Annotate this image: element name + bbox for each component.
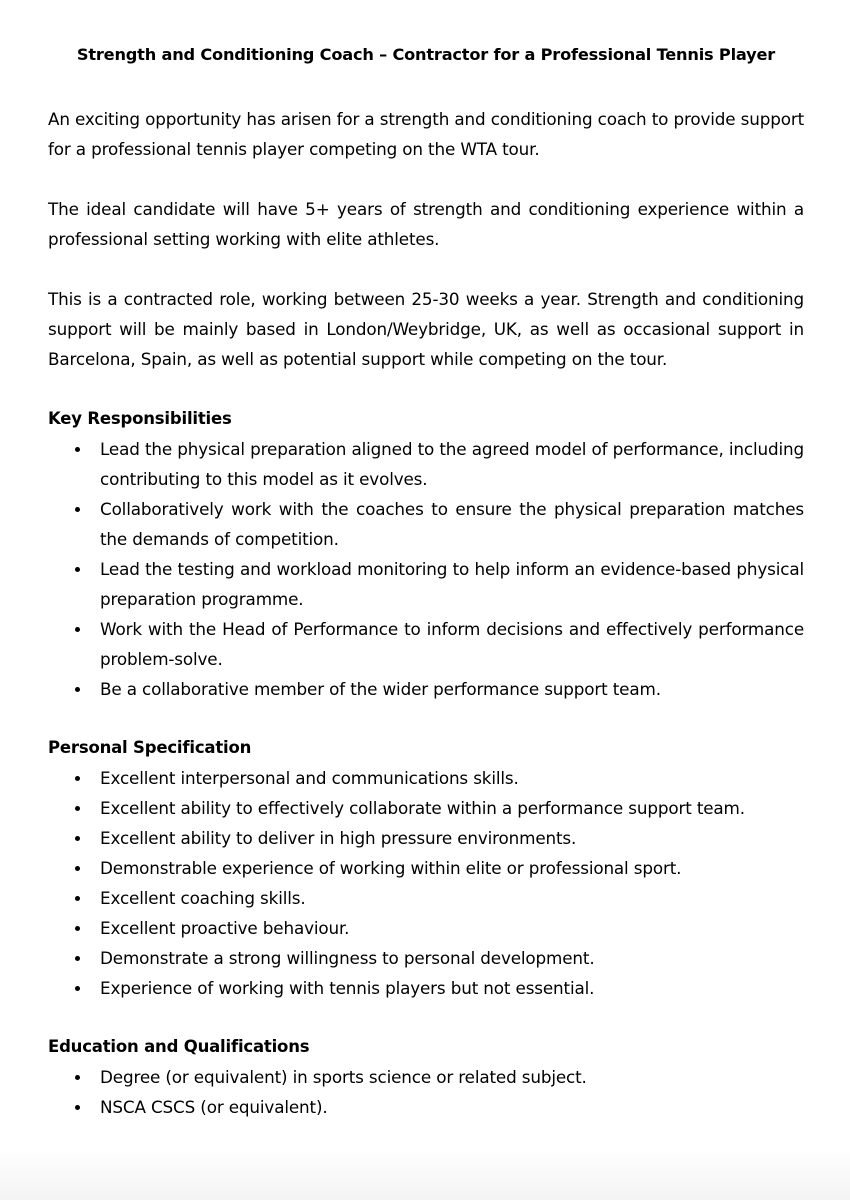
list-item: Lead the physical preparation aligned to the agreed model of performance, including contributing to this model as it evolves.	[48, 434, 804, 494]
list-item: Excellent proactive behaviour.	[48, 913, 804, 943]
personal-specification-list	[48, 763, 804, 1003]
intro-paragraph: The ideal candidate will have 5+ years of strength and conditioning experience within a professional setting working with elite athletes.	[48, 199, 804, 249]
list-item: Collaboratively work with the coaches to ensure the physical preparation matches the demands of competition.	[48, 494, 804, 554]
section-heading-personal-specification: Personal Specification	[48, 738, 252, 757]
list-item: Be a collaborative member of the wider performance support team.	[48, 674, 804, 704]
education-list	[48, 1062, 804, 1122]
list-item: Demonstrable experience of working within elite or professional sport.	[48, 853, 804, 883]
list-item: Experience of working with tennis players but not essential.	[48, 973, 804, 1003]
section-heading-education: Education and Qualifications	[48, 1037, 310, 1056]
document-title: Strength and Conditioning Coach – Contractor for a Professional Tennis Player	[76, 45, 776, 64]
intro-paragraph: An exciting opportunity has arisen for a strength and conditioning coach to provide support for a professional tennis player competing on the WTA tour.	[48, 109, 804, 159]
list-item: Excellent coaching skills.	[48, 883, 804, 913]
list-item: Excellent interpersonal and communications skills.	[48, 763, 804, 793]
list-item: Lead the testing and workload monitoring to help inform an evidence-based physical preparation programme.	[48, 554, 804, 614]
intro-paragraph: This is a contracted role, working between 25-30 weeks a year. Strength and conditioning support will be mainly based in London/Weybridge, UK, as well as occasional support in Barcelona, Spain, as well as potential support while competing on the tour.	[48, 289, 804, 369]
list-item: Excellent ability to deliver in high pressure environments.	[48, 823, 804, 853]
section-heading-key-responsibilities: Key Responsibilities	[48, 409, 232, 428]
list-item: Degree (or equivalent) in sports science or related subject.	[48, 1062, 804, 1092]
list-item: Work with the Head of Performance to inform decisions and effectively performance problem-solve.	[48, 614, 804, 674]
list-item: Excellent ability to effectively collaborate within a performance support team.	[48, 793, 804, 823]
list-item: NSCA CSCS (or equivalent).	[48, 1092, 804, 1122]
list-item: Demonstrate a strong willingness to personal development.	[48, 943, 804, 973]
key-responsibilities-list	[48, 434, 804, 704]
